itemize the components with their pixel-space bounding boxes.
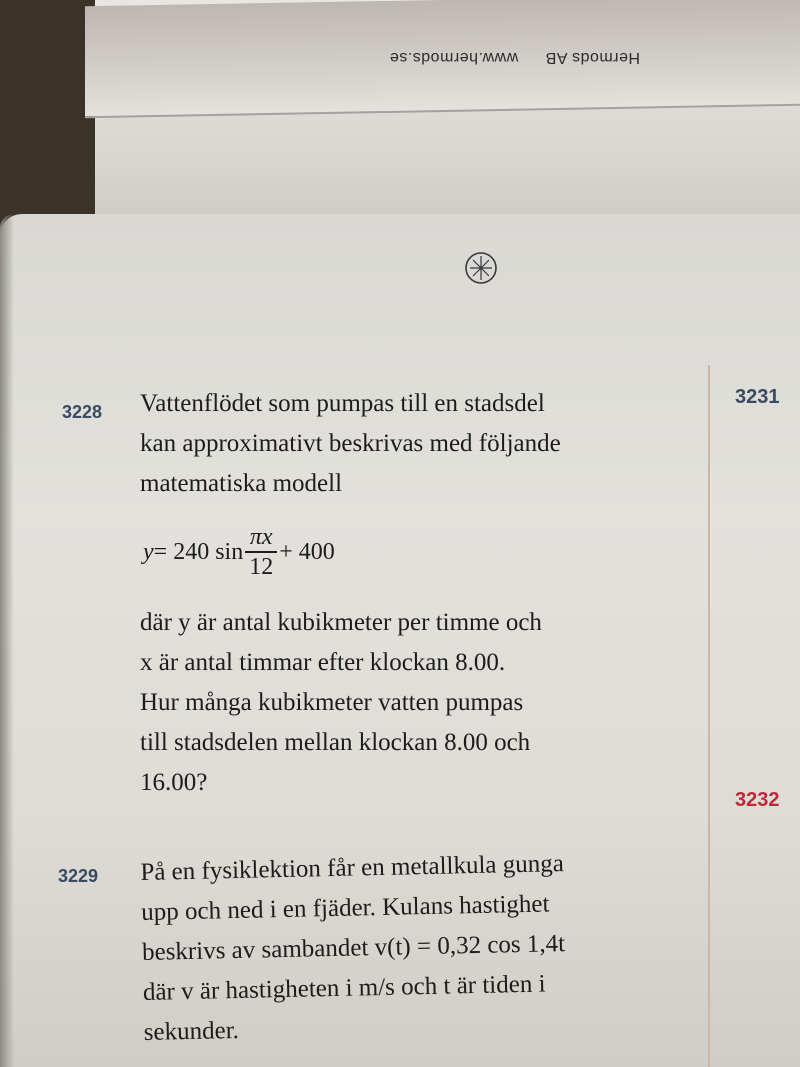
envelope-brand: Hermods AB [545, 49, 640, 66]
text-line: 16.00? [140, 769, 208, 796]
text-line: sekunder. [143, 1016, 240, 1046]
side-problem-number: 3231 [735, 386, 780, 408]
problem-intro [140, 384, 700, 504]
problem-body [140, 603, 700, 803]
text-line: Hur många kubikmeter vatten pumpas [140, 689, 524, 716]
problem-body [140, 841, 704, 1053]
text-line: På en fysiklektion får en metallkula gunga [140, 850, 565, 886]
text-line: där v är hastigheten i m/s och t är tiden i [142, 970, 546, 1006]
text-line: kan approximativt beskrivas med följande [140, 430, 561, 457]
column-divider [708, 365, 710, 1067]
envelope-print [320, 42, 640, 66]
fraction-denominator: 12 [249, 553, 274, 580]
problem-number: 3228 [62, 402, 103, 422]
formula-tail: + 400 [279, 538, 335, 565]
problem-number: 3229 [58, 866, 99, 886]
formula-fraction [245, 523, 277, 581]
text-line: upp och ned i en fjäder. Kulans hastighet [140, 890, 550, 926]
text-line: Vattenflödet som pumpas till en stadsdel [140, 390, 545, 417]
text-line: x är antal timmar efter klockan 8.00. [140, 649, 506, 676]
text-line: till stadsdelen mellan klockan 8.00 och [140, 729, 531, 756]
formula [143, 512, 335, 592]
text-line: där y är antal kubikmeter per timme och [140, 609, 542, 636]
page-edge-shadow [0, 214, 14, 1067]
text-line: beskrivs av sambandet v(t) = 0,32 cos 1,4t [141, 930, 566, 966]
fraction-numerator: πx [249, 524, 273, 551]
side-problem-number: 3232 [735, 789, 780, 811]
formula-lhs: y [143, 538, 154, 565]
envelope-website: www.hermods.se [389, 49, 519, 66]
pen-mark-icon [463, 250, 499, 286]
text-line: matematiska modell [140, 470, 343, 497]
formula-sin: = 240 sin [153, 538, 244, 565]
